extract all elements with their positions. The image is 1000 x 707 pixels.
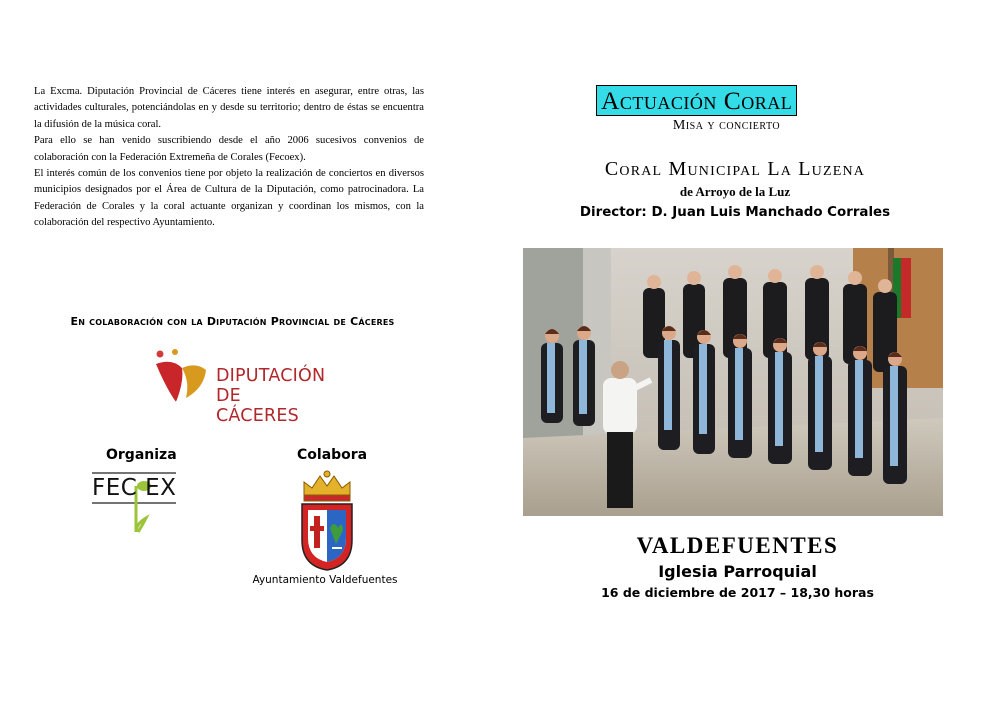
valdefuentes-coat-of-arms (296, 468, 358, 572)
fecoex-logo-text: FEC EX (92, 475, 177, 501)
choir-origin: de Arroyo de la Luz (679, 184, 791, 199)
intro-text (34, 84, 424, 232)
fecoex-logo (92, 470, 182, 534)
colabora-label: Colabora (297, 447, 368, 463)
diputacion-logo (152, 348, 326, 426)
choir-name: Coral Municipal La Luzena (604, 158, 866, 180)
collaboration-title: En colaboración con la Diputación Provincial de Cáceres (70, 315, 395, 328)
ayuntamiento-caption: Ayuntamiento Valdefuentes (252, 574, 398, 586)
choir-photo-illustration (523, 248, 943, 516)
event-date: 16 de diciembre de 2017 – 18,30 horas (601, 585, 874, 600)
event-title: Actuación Coral (596, 85, 797, 116)
director-name: Director: D. Juan Luis Manchado Corrales (579, 205, 891, 220)
diputacion-emblem-icon (152, 348, 214, 408)
intro-paragraph-3: El interés común de los convenios tiene por objeto la realización de conciertos en diversos municipios designados por el Área de Cultura de la Diputación, como patrocinadora. La Federación de Corales y la coral actuante organizan y coordinan los mismos, con la colaboración del respectivo Ayuntamiento. (34, 168, 424, 229)
intro-paragraph-2: Para ello se han venido suscribiendo desde el año 2006 sucesivos convenios de colaboración con la Federación Extremeña de Corales (Fecoex). (34, 135, 424, 163)
diputacion-logo-line2: DE CÁCERES (216, 386, 299, 426)
choir-photo (523, 248, 943, 516)
organiza-label: Organiza (106, 447, 177, 463)
intro-paragraph-1: La Excma. Diputación Provincial de Cáceres tiene interés en asegurar, entre otras, las actividades culturales, potenciándolas en y desde su territorio; dentro de éstas se encuentra la difusión de la música coral. (34, 86, 424, 130)
event-subtitle: Misa y concierto (672, 118, 781, 133)
event-venue: Iglesia Parroquial (658, 562, 817, 581)
diputacion-logo-line1: DIPUTACIÓN (216, 366, 326, 386)
event-town: VALDEFUENTES (636, 533, 839, 558)
coat-of-arms-icon (296, 468, 358, 572)
